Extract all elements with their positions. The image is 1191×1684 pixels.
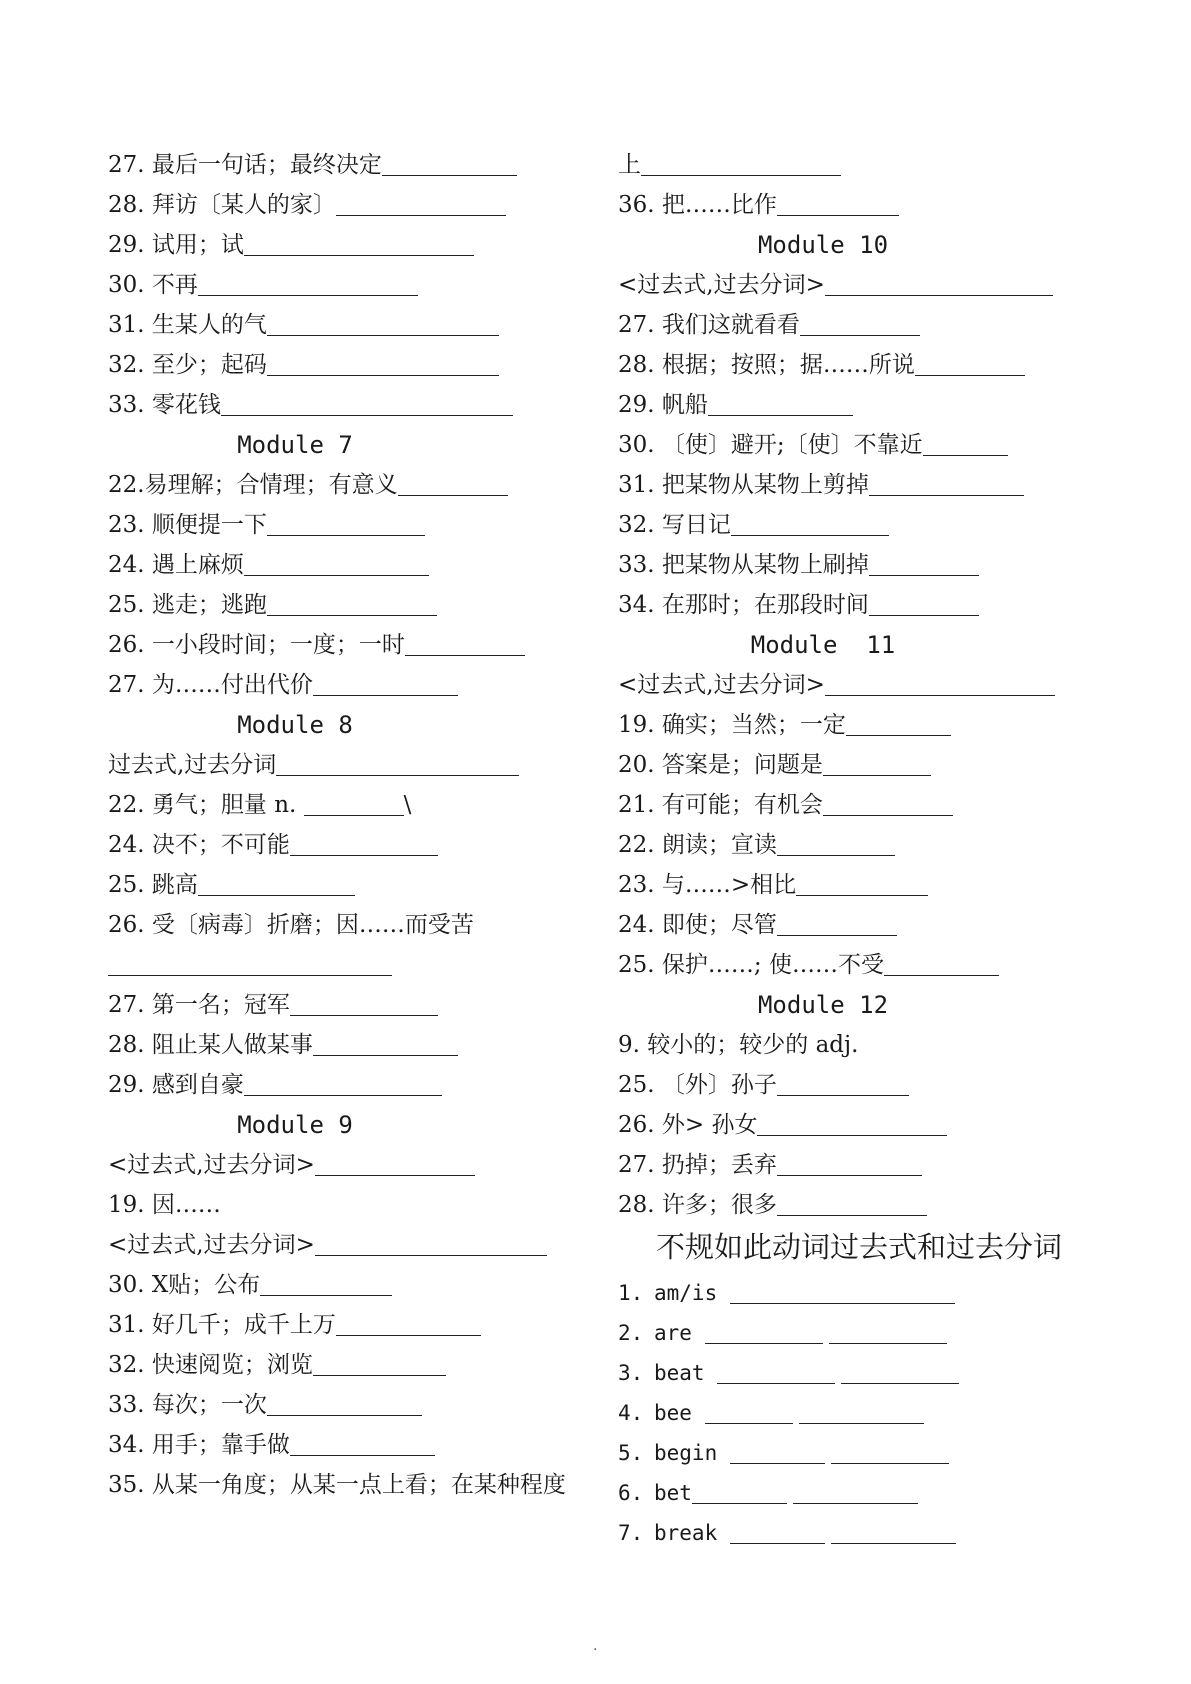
answer-blank[interactable] xyxy=(290,833,438,856)
list-item xyxy=(618,1105,1088,1145)
list-item xyxy=(108,1345,608,1385)
answer-blank[interactable] xyxy=(267,513,425,536)
list-item xyxy=(108,385,608,425)
verb-number: 6. xyxy=(618,1481,644,1505)
irregular-verbs-title: 不规如此动词过去式和过去分词 xyxy=(656,1230,1063,1264)
item-text: 29. 试用；试 xyxy=(108,232,244,258)
list-item xyxy=(618,785,1088,825)
item-text: <过去式,过去分词> xyxy=(108,1152,315,1178)
item-text: 20. 答案是；问题是 xyxy=(618,752,823,778)
list-item xyxy=(618,1145,1088,1185)
list-item xyxy=(108,1065,608,1105)
list-item xyxy=(108,185,608,225)
item-text: 25. 逃走；逃跑 xyxy=(108,592,267,618)
verb-row xyxy=(618,1313,1088,1353)
list-item xyxy=(108,465,608,505)
list-item xyxy=(108,265,608,305)
list-item xyxy=(108,1265,608,1305)
answer-blank[interactable] xyxy=(869,553,979,576)
past-tense-blank[interactable] xyxy=(705,1401,793,1424)
verb-word: bet xyxy=(654,1481,692,1505)
verb-number: 1. xyxy=(618,1281,644,1305)
answer-blank[interactable] xyxy=(244,1073,442,1096)
verb-word: am/is xyxy=(654,1281,718,1305)
answer-blank[interactable] xyxy=(800,313,920,336)
item-text: 31. 生某人的气 xyxy=(108,312,267,338)
item-text: 31. 把某物从某物上剪掉 xyxy=(618,472,869,498)
answer-blank[interactable] xyxy=(382,153,517,176)
list-item xyxy=(108,1145,608,1185)
item-text: 33. 零花钱 xyxy=(108,392,221,418)
list-item xyxy=(618,865,1088,905)
item-text: 过去式,过去分词 xyxy=(108,752,277,778)
answer-blank[interactable] xyxy=(777,1153,922,1176)
item-text: 28. 许多；很多 xyxy=(618,1192,777,1218)
module-heading: Module 12 xyxy=(757,991,889,1019)
list-item xyxy=(108,305,608,345)
item-text: 32. 快速阅览；浏览 xyxy=(108,1352,313,1378)
verb-row xyxy=(618,1353,1088,1393)
answer-blank[interactable] xyxy=(267,593,437,616)
list-item xyxy=(108,505,608,545)
past-tense-blank[interactable] xyxy=(717,1361,835,1384)
item-text: 30. 〔使〕避开;〔使〕不靠近 xyxy=(618,432,923,458)
list-item xyxy=(618,265,1088,305)
left-column xyxy=(108,145,608,1505)
item-text: 34. 用手；靠手做 xyxy=(108,1432,290,1458)
answer-blank[interactable] xyxy=(276,753,519,776)
answer-blank[interactable] xyxy=(825,273,1053,296)
answer-blank[interactable] xyxy=(315,1153,475,1176)
list-item xyxy=(108,1025,608,1065)
list-item xyxy=(108,585,608,625)
verb-number: 2. xyxy=(618,1321,644,1345)
answer-blank[interactable] xyxy=(641,153,841,176)
answer-blank[interactable] xyxy=(823,753,931,776)
list-item xyxy=(108,825,608,865)
item-text: 26. 一小段时间；一度；一时 xyxy=(108,632,405,658)
list-item xyxy=(618,745,1088,785)
list-item xyxy=(108,345,608,385)
past-tense-blank[interactable] xyxy=(705,1321,823,1344)
answer-blank[interactable] xyxy=(304,793,404,816)
answer-blank[interactable] xyxy=(405,633,525,656)
answer-blank[interactable] xyxy=(336,1313,481,1336)
list-item xyxy=(618,1065,1088,1105)
answer-blank[interactable] xyxy=(869,473,1024,496)
answer-blank[interactable] xyxy=(398,473,508,496)
item-text: 23. 顺便提一下 xyxy=(108,512,267,538)
list-item xyxy=(618,945,1088,985)
answer-blank[interactable] xyxy=(315,1233,547,1256)
list-item xyxy=(108,625,608,665)
item-text: 25. 〔外〕孙子 xyxy=(618,1072,777,1098)
list-item xyxy=(108,985,608,1025)
answer-blank[interactable] xyxy=(244,233,474,256)
item-text: 33. 把某物从某物上刷掉 xyxy=(618,552,869,578)
verb-row xyxy=(618,1513,1088,1553)
past-tense-blank[interactable] xyxy=(730,1441,825,1464)
verb-number: 5. xyxy=(618,1441,644,1465)
item-text: 29. 感到自豪 xyxy=(108,1072,244,1098)
past-participle-blank[interactable] xyxy=(841,1361,959,1384)
item-text: 29. 帆船 xyxy=(618,392,708,418)
past-participle-blank[interactable] xyxy=(799,1401,924,1424)
verb-row xyxy=(618,1393,1088,1433)
verb-word: bee xyxy=(654,1401,692,1425)
answer-blank[interactable] xyxy=(290,993,438,1016)
answer-blank[interactable] xyxy=(108,953,392,976)
item-text: 28. 根据；按照；据……所说 xyxy=(618,352,915,378)
item-text: 27. 为……付出代价 xyxy=(108,672,313,698)
list-item xyxy=(108,945,608,985)
verb-number: 7. xyxy=(618,1521,644,1545)
answer-blank[interactable] xyxy=(221,393,513,416)
past-participle-blank[interactable] xyxy=(831,1521,956,1544)
module-heading: Module 9 xyxy=(237,1111,353,1139)
item-text: 28. 阻止某人做某事 xyxy=(108,1032,313,1058)
answer-blank[interactable] xyxy=(336,193,506,216)
list-item xyxy=(108,785,608,825)
verb-word: are xyxy=(654,1321,692,1345)
list-item xyxy=(618,905,1088,945)
module-heading: Module 7 xyxy=(237,431,353,459)
list-item xyxy=(618,1185,1088,1225)
verb-number: 3. xyxy=(618,1361,644,1385)
answer-blank[interactable] xyxy=(267,313,499,336)
item-text: 28. 拜访〔某人的家〕 xyxy=(108,192,336,218)
item-text: 26. 受〔病毒〕折磨；因……而受苦 xyxy=(108,912,474,938)
item-text: 33. 每次；一次 xyxy=(108,1392,267,1418)
answer-blank[interactable] xyxy=(757,1113,947,1136)
list-item xyxy=(108,545,608,585)
list-item xyxy=(618,1025,1088,1065)
list-item xyxy=(108,865,608,905)
backslash-mark: \ xyxy=(403,792,412,818)
item-text: 32. 至少；起码 xyxy=(108,352,267,378)
answer-blank[interactable] xyxy=(267,1393,422,1416)
answer-blank[interactable] xyxy=(313,673,458,696)
list-item xyxy=(108,1465,608,1505)
answer-blank[interactable] xyxy=(777,1073,909,1096)
item-text: 24. 决不；不可能 xyxy=(108,832,290,858)
answer-blank[interactable] xyxy=(846,713,951,736)
answer-blank[interactable] xyxy=(777,1193,927,1216)
answer-blank[interactable] xyxy=(198,273,418,296)
list-item xyxy=(618,505,1088,545)
verb-row xyxy=(618,1273,1088,1313)
answer-blank[interactable] xyxy=(825,673,1055,696)
item-text: 25. 跳高 xyxy=(108,872,198,898)
answer-blank[interactable] xyxy=(731,513,889,536)
past-participle-blank[interactable] xyxy=(829,1321,947,1344)
answer-blank[interactable] xyxy=(260,1273,392,1296)
item-text: 21. 有可能；有机会 xyxy=(618,792,823,818)
answer-blank[interactable] xyxy=(198,873,355,896)
verb-word: break xyxy=(654,1521,718,1545)
past-participle-blank[interactable] xyxy=(831,1441,949,1464)
list-item xyxy=(108,745,608,785)
list-item xyxy=(618,305,1088,345)
answer-blank[interactable] xyxy=(777,193,899,216)
list-item xyxy=(618,545,1088,585)
item-text: 26. 外> 孙女 xyxy=(618,1112,758,1138)
list-item xyxy=(108,145,608,185)
item-text: 上 xyxy=(618,152,641,178)
answer-blank[interactable] xyxy=(777,913,897,936)
answer-blank[interactable] xyxy=(796,873,928,896)
list-item xyxy=(618,385,1088,425)
item-text: 36. 把……比作 xyxy=(618,192,777,218)
module-heading: Module 10 xyxy=(757,231,889,259)
item-text: 25. 保护……; 使……不受 xyxy=(618,952,884,978)
list-item xyxy=(108,1225,608,1265)
item-text: <过去式,过去分词> xyxy=(618,672,825,698)
item-text: 19. 确实；当然；一定 xyxy=(618,712,846,738)
answer-blank[interactable] xyxy=(313,1353,446,1376)
list-item xyxy=(108,1185,608,1225)
item-text: 30. 不再 xyxy=(108,272,198,298)
module-heading: Module 8 xyxy=(237,711,353,739)
past-participle-blank[interactable] xyxy=(793,1481,918,1504)
answer-blank[interactable] xyxy=(823,793,953,816)
item-text: 30. X贴；公布 xyxy=(108,1272,261,1298)
answer-blank[interactable] xyxy=(915,353,1025,376)
list-item xyxy=(108,225,608,265)
item-text: 27. 第一名；冠军 xyxy=(108,992,290,1018)
list-item xyxy=(108,1385,608,1425)
list-item xyxy=(618,825,1088,865)
answer-blank[interactable] xyxy=(923,433,1008,456)
answer-blank[interactable] xyxy=(708,393,853,416)
item-text: 32. 写日记 xyxy=(618,512,731,538)
item-text: 9. 较小的；较少的 adj. xyxy=(618,1032,859,1058)
list-item xyxy=(108,905,608,945)
item-text: 22.易理解；合情理；有意义 xyxy=(108,472,398,498)
verb-row xyxy=(618,1473,1088,1513)
list-item xyxy=(108,1425,608,1465)
answer-blank[interactable] xyxy=(884,953,999,976)
module-heading: Module 11 xyxy=(750,631,896,659)
item-text: 19. 因…… xyxy=(108,1192,221,1218)
item-text: <过去式,过去分词> xyxy=(108,1232,315,1258)
list-item xyxy=(618,705,1088,745)
list-item xyxy=(618,145,1088,185)
list-item xyxy=(618,425,1088,465)
item-text: <过去式,过去分词> xyxy=(618,272,825,298)
list-item xyxy=(108,665,608,705)
list-item xyxy=(618,185,1088,225)
right-column xyxy=(618,145,1088,1553)
item-text: 31. 好几千；成千上万 xyxy=(108,1312,336,1338)
answer-blank[interactable] xyxy=(290,1433,435,1456)
item-text: 24. 即使；尽管 xyxy=(618,912,777,938)
answer-blank[interactable] xyxy=(869,593,979,616)
item-text: 34. 在那时；在那段时间 xyxy=(618,592,869,618)
past-tense-blank[interactable] xyxy=(730,1521,825,1544)
item-text: 22. 朗读；宣读 xyxy=(618,832,777,858)
past-tense-blank[interactable] xyxy=(692,1481,787,1504)
list-item xyxy=(108,1305,608,1345)
item-text: 27. 最后一句话；最终决定 xyxy=(108,152,382,178)
list-item xyxy=(618,665,1088,705)
item-text: 27. 扔掉；丢弃 xyxy=(618,1152,777,1178)
item-text: 27. 我们这就看看 xyxy=(618,312,800,338)
answer-blank[interactable] xyxy=(777,833,895,856)
item-text: 22. 勇气；胆量 n. xyxy=(108,792,297,818)
answer-blank[interactable] xyxy=(267,353,499,376)
answer-blank[interactable] xyxy=(313,1033,458,1056)
page-footer-mark: . xyxy=(593,1638,598,1654)
item-text: 23. 与……>相比 xyxy=(618,872,797,898)
list-item xyxy=(618,345,1088,385)
verb-word: beat xyxy=(654,1361,705,1385)
answer-blank[interactable] xyxy=(244,553,429,576)
verb-number: 4. xyxy=(618,1401,644,1425)
list-item xyxy=(618,585,1088,625)
verb-row xyxy=(618,1433,1088,1473)
list-item xyxy=(618,465,1088,505)
item-text: 35. 从某一角度；从某一点上看；在某种程度 xyxy=(108,1472,566,1498)
past-tense-blank[interactable] xyxy=(730,1281,955,1304)
verb-word: begin xyxy=(654,1441,718,1465)
item-text: 24. 遇上麻烦 xyxy=(108,552,244,578)
